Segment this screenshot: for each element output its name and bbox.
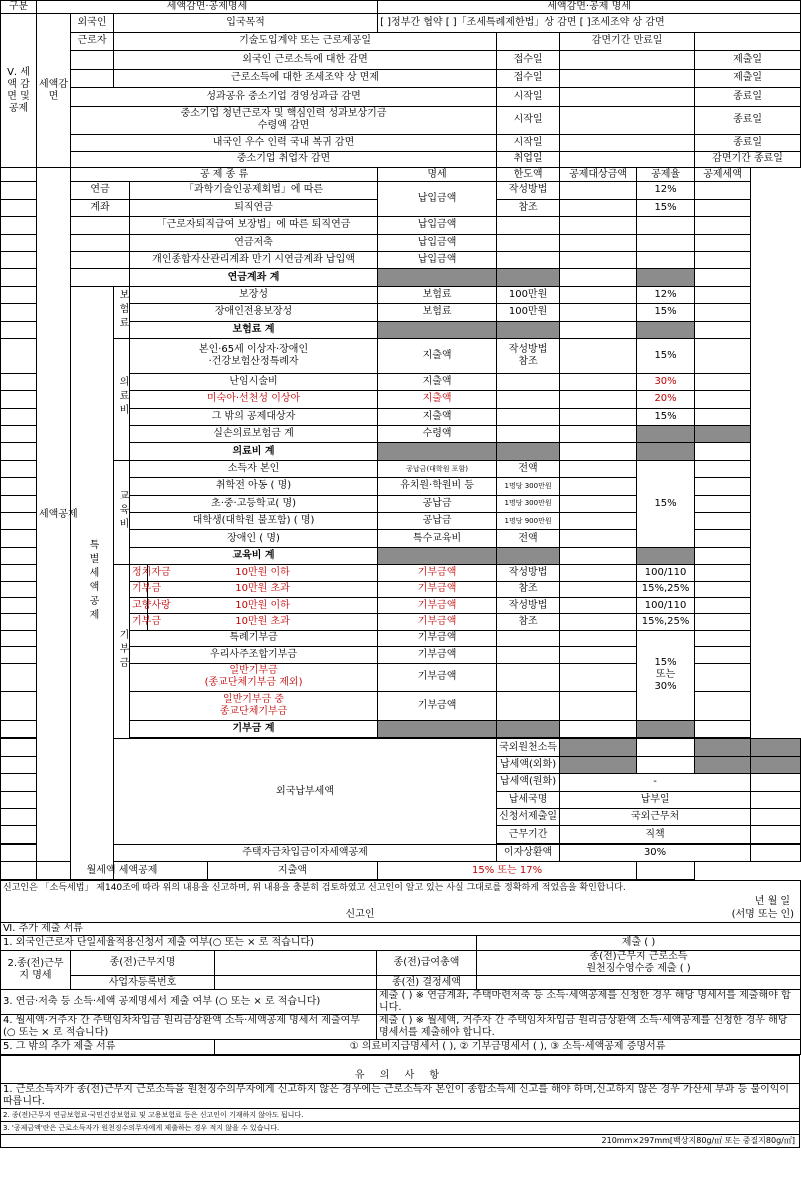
tax-country: 납세국명 xyxy=(497,791,560,808)
isa-account: 개인종합자산관리계좌 만기 시연금계좌 납입액 xyxy=(130,251,378,268)
declaration-text: 신고인은 「소득세법」 제140조에 따라 위의 내용을 신고하며, 위 내용을 충분히 검토하였고 신고인이 알고 있는 사실 그대로를 정확하게 적었음을 확인합니다. xyxy=(1,881,801,895)
hometown-fund: 고향사랑 xyxy=(130,598,148,614)
insurance-label: 보험료 xyxy=(114,286,130,338)
med-rate-30: 30% xyxy=(637,373,695,390)
insurance-coverage: 보장성 xyxy=(130,286,378,303)
edu-tuition-2: 공납금 xyxy=(378,513,497,530)
donation-rate-2: 15%,25% xyxy=(637,581,695,597)
other-medical: 그 밖의 공제대상자 xyxy=(130,408,378,425)
pension-label: 연금 xyxy=(71,182,130,199)
premium-2: 보험료 xyxy=(378,304,497,321)
rent-detail: 지출액 xyxy=(208,862,378,880)
paid-krw: 납세액(원화) xyxy=(497,774,560,791)
ins-rate-15: 15% xyxy=(637,304,695,321)
edu-self-detail: 공납금(대학원 포함) xyxy=(378,460,497,477)
foreign-income: 국외원천소득 xyxy=(497,739,560,756)
edu-total: 교육비 계 xyxy=(130,547,378,564)
paid-krw-dash: - xyxy=(560,774,751,791)
foreign-worker-label: 외국인 xyxy=(71,14,114,32)
reduction-period-end: 감면기간 종료일 xyxy=(695,151,801,167)
medical-expense-4: 지출액 xyxy=(378,408,497,425)
housing-detail: 이자상환액 xyxy=(497,844,560,861)
medical-expense-2: 지출액 xyxy=(378,373,497,390)
med-rate-15: 15% xyxy=(637,338,695,373)
foreign-worker-label-2: 근로자 xyxy=(71,32,114,50)
header-category: 구분 xyxy=(1,1,37,14)
premature: 미숙아·선천성 이상아 xyxy=(130,391,378,408)
reduction-end-value[interactable] xyxy=(695,32,801,50)
general-donation: 일반기부금 (종교단체기부금 제외) xyxy=(130,663,378,692)
notice-table xyxy=(0,1055,800,1148)
end-date-1: 종료일 xyxy=(695,88,801,106)
political-fund: 정치자금 xyxy=(130,565,148,581)
pension-payment-4: 납입금액 xyxy=(378,251,497,268)
pension-payment-2: 납입금액 xyxy=(378,217,497,234)
medical-self: 본인·65세 이상자·장애인 ·건강보험산정특례자 xyxy=(130,338,378,373)
pension-payment-1: 납입금액 xyxy=(378,182,497,217)
entry-purpose: 입국목적 xyxy=(114,14,378,32)
header-right: 세액감면·공제 명세 xyxy=(378,1,801,14)
medical-method: 작성방법 참조 xyxy=(497,338,560,373)
item5-label: 5. 그 밖의 추가 제출 서류 xyxy=(1,1040,215,1055)
donation-amt-4: 기부금액 xyxy=(378,614,497,630)
treaty-exempt: 근로소득에 대한 조세조약 상 면제 xyxy=(114,69,497,87)
section6-title: Ⅵ. 추가 제출 서류 xyxy=(1,923,801,936)
entry-purpose-options[interactable]: [ ]정부간 협약 [ ]「조세특례제한법」상 감면 [ ]조세조약 상 감면 xyxy=(378,14,801,32)
limit-100-1: 100만원 xyxy=(497,286,560,303)
declaration-date[interactable]: 년 월 일 xyxy=(1,895,801,909)
donation-rate-general: 15% 또는 30% xyxy=(637,630,695,720)
edu-self: 소득자 본인 xyxy=(130,460,378,477)
receipt-date-1: 접수일 xyxy=(497,51,560,69)
pay-date: 납부일 xyxy=(560,791,751,808)
edu-limit-1: 1명당 300만원 xyxy=(497,478,560,495)
premium-1: 보험료 xyxy=(378,286,497,303)
political-donation: 기부금 xyxy=(130,581,148,597)
item4-label: 4. 월세액·거주자 간 주택임차차입금 원리금상환액 소득·세액공제 명세서 제출여부 (○ 또는 × 로 적습니다) xyxy=(1,1015,377,1040)
item2-label: 2.종(전)근무지 명세 xyxy=(1,951,71,990)
section5-label: Ⅴ. 세액 감면 및 공제 xyxy=(1,14,37,168)
donation-label: 기부금 xyxy=(114,565,130,739)
hometown-donation: 기부금 xyxy=(130,614,148,630)
item1-value[interactable]: 제출 ( ) xyxy=(477,936,801,951)
end-date-3: 종료일 xyxy=(695,135,801,151)
sme-youth: 중소기업 청년근로자 및 핵심인력 성과보상기금 수령액 감면 xyxy=(71,106,497,135)
retire-pension: 퇴직연금 xyxy=(130,199,378,216)
edu-full-2: 전액 xyxy=(497,530,560,547)
paper-spec: 210mm×297mm[백상지80g/㎡ 또는 중질지80g/㎡] xyxy=(1,1135,800,1148)
edu-rate-15: 15% xyxy=(637,460,695,547)
worker-retire: 「근로자퇴직급여 보장법」에 따른 퇴직연금 xyxy=(130,217,378,234)
edu-special: 특수교육비 xyxy=(378,530,497,547)
pension-payment-3: 납입금액 xyxy=(378,234,497,251)
edu-preschool: 취학전 아동 ( 명) xyxy=(130,478,378,495)
item2-tax: 종(전) 결정세액 xyxy=(377,976,477,990)
end-date-2: 종료일 xyxy=(695,106,801,135)
rate-header: 공제율 xyxy=(637,167,695,181)
pension-label-2: 계좌 xyxy=(71,199,130,216)
donation-amt-7: 기부금액 xyxy=(378,663,497,692)
med-rate-15b: 15% xyxy=(637,408,695,425)
tech-contract-value[interactable] xyxy=(497,32,560,50)
housing-rate: 30% xyxy=(560,844,751,861)
sme-employment: 중소기업 취업자 감면 xyxy=(71,151,497,167)
edu-label: 교육비 xyxy=(114,460,130,564)
special-donation: 특례기부금 xyxy=(130,630,378,646)
edu-disabled: 장애인 ( 명) xyxy=(130,530,378,547)
amount-header: 공제세액 xyxy=(695,167,751,181)
disabled-insurance: 장애인전용보장성 xyxy=(130,304,378,321)
limit-header: 한도액 xyxy=(497,167,560,181)
donation-method-1: 작성방법 xyxy=(497,565,560,581)
indemnity: 실손의료보험금 계 xyxy=(130,425,378,442)
employment-date: 취업일 xyxy=(497,151,560,167)
profit-share: 성과공유 중소기업 경영성과급 감면 xyxy=(71,88,497,106)
monthly-rent: 월세액 세액공제 xyxy=(37,862,208,880)
item1-label: 1. 외국인근로자 단일세율적용신청서 제출 여부(○ 또는 × 로 적습니다) xyxy=(1,936,477,951)
indemnity-received: 수령액 xyxy=(378,425,497,442)
reporter-sign[interactable]: (서명 또는 인) xyxy=(377,909,801,923)
edu-school: 초·중·고등학교( 명) xyxy=(130,495,378,512)
pension-method: 작성방법 xyxy=(497,182,560,199)
item2-sub: 종(전)근무지 근로소득 원천징수영수증 제출 ( ) xyxy=(477,951,801,976)
item3-label: 3. 연금·저축 등 소득·세액 공제명세서 제출 여부 (○ 또는 × 로 적습니다) xyxy=(1,990,377,1015)
submit-date-1: 제출일 xyxy=(695,51,801,69)
edu-university: 대학생(대학원 불포함) ( 명) xyxy=(130,513,378,530)
donation-amt-1: 기부금액 xyxy=(378,565,497,581)
donation-rate-1: 100/110 xyxy=(637,565,695,581)
donation-rate-4: 15%,25% xyxy=(637,614,695,630)
edu-kinder: 유치원·학원비 등 xyxy=(378,478,497,495)
foreign-tax-label: 외국납부세액 xyxy=(114,739,497,844)
app-date: 신청서제출일 xyxy=(497,808,560,825)
limit-100-2: 100만원 xyxy=(497,304,560,321)
donation-ref-2: 참조 xyxy=(497,614,560,630)
position: 직책 xyxy=(560,826,751,843)
item5-value[interactable]: ① 의료비지급명세서 ( ), ② 기부금명세서 ( ), ③ 소득·세액공제 증명서류 xyxy=(215,1040,801,1055)
work-period: 근무기간 xyxy=(497,826,560,843)
work-place: 국외근무처 xyxy=(560,808,751,825)
receipt-date-2: 접수일 xyxy=(497,69,560,87)
edu-tuition-1: 공납금 xyxy=(378,495,497,512)
domestic-return: 내국인 우수 인력 국내 복귀 감면 xyxy=(71,135,497,151)
notice-1: 1. 근로소득자가 종(전)근무지 근로소득을 원천징수의무자에게 신고하지 않은 경우에는 근로소득자 본인이 종합소득세 신고를 해야 하며,신고하지 않은 경우 가산세 부과 등 불이익이 따릅니다. xyxy=(1,1084,800,1109)
submit-date-2: 제출일 xyxy=(695,69,801,87)
notice-2: 2. 종(전)근무지 연금보험료·국민건강보험료 및 고용보험료 등은 신고인이 기재하지 않아도 됩니다. xyxy=(1,1109,800,1122)
deduction-type-header: 공 제 종 류 xyxy=(71,167,378,181)
medical-expense-1: 지출액 xyxy=(378,338,497,373)
edu-limit-2: 1명당 300만원 xyxy=(497,495,560,512)
religious-donation: 일반기부금 중 종교단체기부금 xyxy=(130,692,378,721)
target-header: 공제대상금액 xyxy=(560,167,637,181)
med-rate-20: 20% xyxy=(637,391,695,408)
item2-name: 종(전)근무지명 xyxy=(71,951,215,976)
reduction-label: 세액감면 xyxy=(37,14,71,168)
foreign-income: 외국인 근로소득에 대한 감면 xyxy=(114,51,497,69)
paid-fx: 납세액(외화) xyxy=(497,756,560,773)
political-under10: 10만원 이하 xyxy=(148,565,378,581)
donation-amt-8: 기부금액 xyxy=(378,692,497,721)
detail-header: 명세 xyxy=(378,167,497,181)
notice-title: 유 의 사 항 xyxy=(1,1070,800,1084)
donation-method-2: 작성방법 xyxy=(497,598,560,614)
pension-savings: 연금저축 xyxy=(130,234,378,251)
special-deduction-label: 특별세액공제 xyxy=(71,286,114,879)
donation-amt-5: 기부금액 xyxy=(378,630,497,646)
insurance-total: 보험료 계 xyxy=(130,321,378,338)
political-over10: 10만원 초과 xyxy=(148,581,378,597)
pension-ref: 참조 xyxy=(497,199,560,216)
start-date-2: 시작일 xyxy=(497,106,560,135)
donation-amt-6: 기부금액 xyxy=(378,647,497,663)
edu-limit-3: 1명당 900만원 xyxy=(497,513,560,530)
donation-rate-3: 100/110 xyxy=(637,598,695,614)
hometown-under10: 10만원 이하 xyxy=(148,598,378,614)
item2-pay: 종(전)급여총액 xyxy=(377,951,477,976)
edu-full-1: 전액 xyxy=(497,460,560,477)
hometown-over10: 10만원 초과 xyxy=(148,614,378,630)
item4-value[interactable]: 제출 ( ) ※ 월세액, 거주자 간 주택임차차입금 원리금상환액 소득·세액공제를 신청한 경우 해당 명세서를 제출해야 합니다. xyxy=(377,1015,801,1040)
pension-rate-12: 12% xyxy=(637,182,695,199)
pension-total: 연금계좌 계 xyxy=(130,269,378,286)
reporter-label: 신고인 xyxy=(1,909,377,923)
infertility: 난임시술비 xyxy=(130,373,378,390)
medical-expense-3: 지출액 xyxy=(378,391,497,408)
medical-total: 의료비 계 xyxy=(130,443,378,460)
donation-ref-1: 참조 xyxy=(497,581,560,597)
header-left: 세액감면·공제명세 xyxy=(37,1,378,14)
rent-rate: 15% 또는 17% xyxy=(378,862,637,880)
housing-loan: 주택자금차입금이자세액공제 xyxy=(114,844,497,861)
pension-rate-15: 15% xyxy=(637,199,695,216)
deduction-label: 세액공제 xyxy=(37,167,71,861)
reduction-end-label: 감면기간 만료일 xyxy=(560,32,695,50)
donation-amt-3: 기부금액 xyxy=(378,598,497,614)
science-fund: 「과학기술인공제회법」에 따른 xyxy=(130,182,378,199)
declaration-table xyxy=(0,880,801,1055)
start-date-1: 시작일 xyxy=(497,88,560,106)
tech-contract: 기술도입계약 또는 근로제공일 xyxy=(114,32,497,50)
employee-stock-donation: 우리사주조합기부금 xyxy=(130,647,378,663)
ins-rate-12: 12% xyxy=(637,286,695,303)
donation-amt-2: 기부금액 xyxy=(378,581,497,597)
notice-3: 3. '공제금액'란은 근로소득자가 원천징수의무자에게 제출하는 경우 적지 않을 수 있습니다. xyxy=(1,1122,800,1135)
item2-reg: 사업자등록번호 xyxy=(71,976,215,990)
medical-label: 의료비 xyxy=(114,338,130,460)
start-date-3: 시작일 xyxy=(497,135,560,151)
donation-total: 기부금 계 xyxy=(130,720,378,737)
item3-value[interactable]: 제출 ( ) ※ 연금계좌, 주택마련저축 등 소득·세액공제를 신청한 경우 해당 명세서를 제출해야 합니다. xyxy=(377,990,801,1015)
